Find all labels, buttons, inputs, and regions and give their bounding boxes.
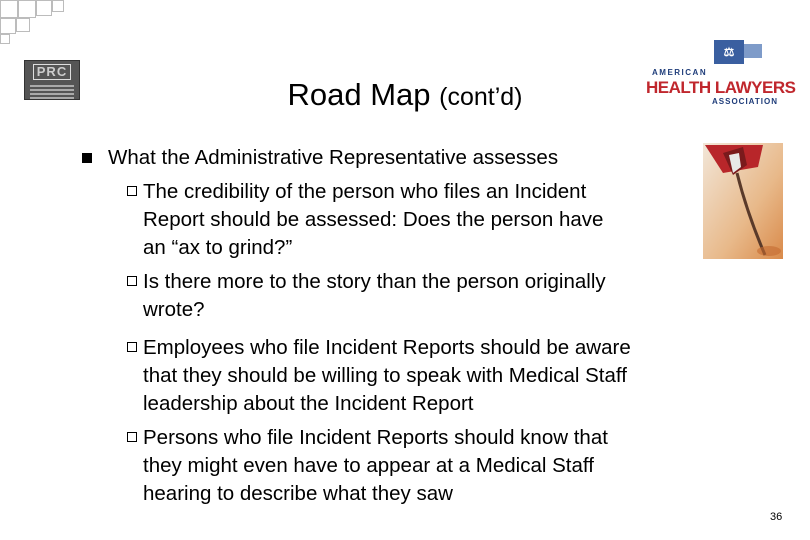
sub-bullet-marker — [127, 342, 137, 352]
corner-decoration — [0, 0, 70, 40]
prc-logo-lines — [30, 83, 74, 99]
page-number: 36 — [770, 511, 783, 523]
prc-logo-text: PRC — [33, 64, 71, 80]
sub-bullet-3-line-1: Employees who file Incident Reports should be aware — [143, 336, 631, 359]
sub-bullet-4-line-1: Persons who file Incident Reports should know that — [143, 426, 608, 449]
sub-bullet-1-line-2: Report should be assessed: Does the person have — [143, 208, 604, 231]
sub-bullet-3-line-2: that they should be willing to speak with Medical Staff — [143, 364, 627, 387]
ahla-seal-accent — [744, 44, 762, 58]
sub-bullet-1-line-3: an “ax to grind?” — [143, 236, 293, 259]
sub-bullet-1-line-1: The credibility of the person who files an Incident — [143, 180, 587, 203]
ahla-seal-icon: ⚖ — [714, 40, 744, 64]
sub-bullet-marker — [127, 276, 137, 286]
sub-bullet-marker — [127, 432, 137, 442]
sub-bullet-marker — [127, 186, 137, 196]
main-bullet-marker — [82, 153, 92, 163]
main-bullet-text: What the Administrative Representative assesses — [108, 146, 559, 169]
slide-title — [200, 75, 610, 117]
ahla-logo-line1: AMERICAN — [652, 68, 708, 77]
slide-title-main: Road Map — [287, 77, 431, 112]
ahla-logo — [646, 38, 796, 108]
prc-logo — [24, 60, 80, 100]
sub-bullet-2-line-2: wrote? — [143, 298, 205, 321]
slide-title-suffix: (cont’d) — [439, 83, 523, 111]
sub-bullet-4-line-2: they might even have to appear at a Medical Staff — [143, 454, 594, 477]
ahla-logo-line2: HEALTH LAWYERS — [646, 78, 796, 97]
arrow-target-image — [703, 143, 783, 259]
sub-bullet-2-line-1: Is there more to the story than the person originally — [143, 270, 606, 293]
sub-bullet-4-line-3: hearing to describe what they saw — [143, 482, 453, 505]
ahla-logo-line3: ASSOCIATION — [712, 97, 778, 106]
sub-bullet-3-line-3: leadership about the Incident Report — [143, 392, 474, 415]
